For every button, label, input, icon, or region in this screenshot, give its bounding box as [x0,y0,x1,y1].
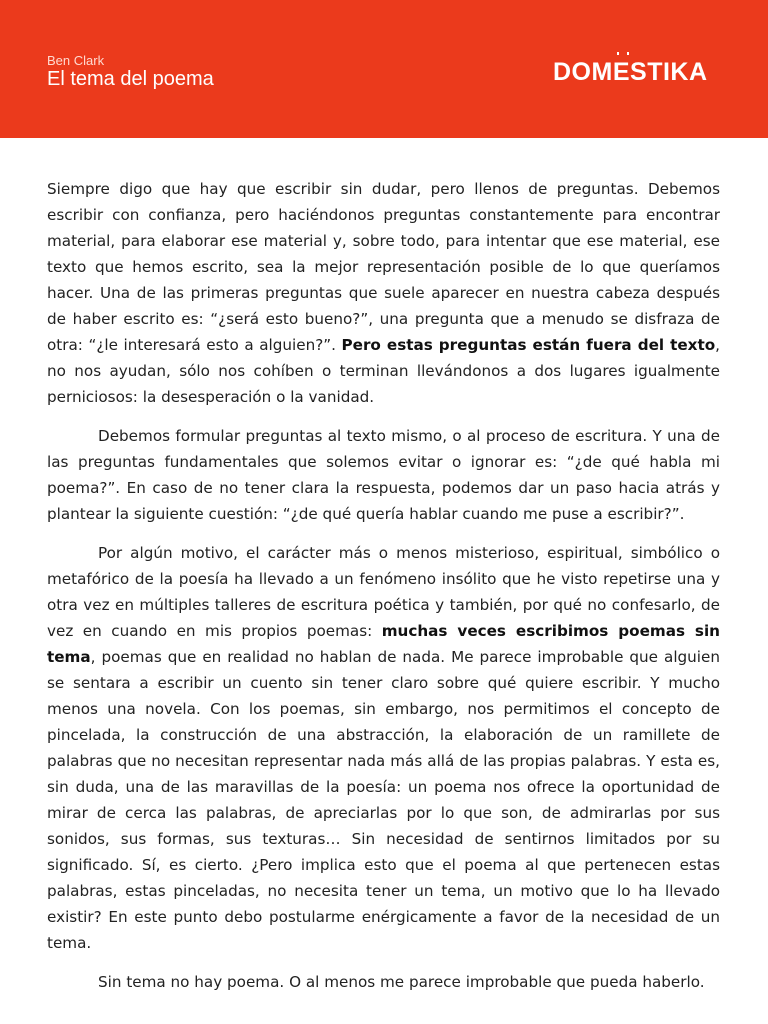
bold-emphasis: Pero estas preguntas están fuera del texto [341,336,716,354]
header-banner [0,0,768,138]
paragraph-3: Por algún motivo, el carácter más o menos misterioso, espiritual, simbólico o metafórico de la poesía ha llevado a un fenómeno insólito que he visto repetirse una y otra vez en múltiples talleres de escritura poética y también, por qué no confesarlo, de vez en cuando en mis propios poemas: muchas veces escribimos poemas sin tema, poemas que en realidad no hablan de nada. Me parece improbable que alguien se sentara a escribir un cuento sin tener claro sobre qué quiere escribir. Y mucho menos una novela. Con los poemas, sin embargo, nos permitimos el concepto de pincelada, la construcción de una abstracción, la elaboración de un ramillete de palabras que no necesitan representar nada más allá de las propias palabras. Y esta es, sin duda, una de las maravillas de la poesía: un poema nos ofrece la oportunidad de mirar de cerca las palabras, de apreciarlas por lo que son, de admirarlas por sus sonidos, sus formas, sus texturas… Sin necesidad de sentirnos limitados por su significado. Sí, es cierto. ¿Pero implica esto que el poema al que pertenecen estas palabras, estas pinceladas, no necesita tener un tema, un motivo que lo ha llevado existir? En este punto debo postularme enérgicamente a favor de la necesidad de un tema. [47,544,720,952]
paragraph-2: Debemos formular preguntas al texto mismo, o al proceso de escritura. Y una de las preguntas fundamentales que solemos evitar o ignorar es: “¿de qué habla mi poema?”. En caso de no tener clara la respuesta, podemos dar un paso hacia atrás y plantear la siguiente cuestión: “¿de qué quería hablar cuando me puse a escribir?”. [47,427,720,523]
bold-emphasis: muchas veces escribimos poemas sin tema [47,622,720,666]
author-name: Ben Clark [47,53,105,68]
paragraph-4: Sin tema no hay poema. O al menos me parece improbable que pueda haberlo. [98,973,705,991]
document-title: El tema del poema [47,68,214,90]
domestika-logo: DOMESTIKA [553,58,708,86]
article-body [47,176,720,995]
paragraph-1: Siempre digo que hay que escribir sin dudar, pero llenos de preguntas. Debemos escribir con confianza, pero haciéndonos preguntas constantemente para encontrar material, para elaborar ese material y, sobre todo, para intentar que ese material, ese texto que hemos escrito, sea la mejor representación posible de lo que queríamos hacer. Una de las primeras preguntas que suele aparecer en nuestra cabeza después de haber escrito es: “¿será esto bueno?”, una pregunta que a menudo se disfraza de otra: “¿le interesará esto a alguien?”. Pero estas preguntas están fuera del texto, no nos ayudan, sólo nos cohíben o terminan llevándonos a dos lugares igualmente perniciosos: la desesperación o la vanidad. [47,180,720,406]
